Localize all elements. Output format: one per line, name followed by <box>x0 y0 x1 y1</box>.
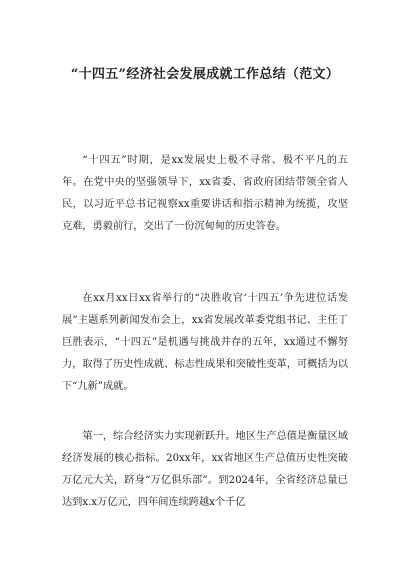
paragraph-intro: “十四五”时期，是xx发展史上极不寻常、极不平凡的五年。在党中央的坚强领导下，xx省委、省政府团结带领全省人民，以习近平总书记视察xx重要讲话和指示精神为统揽，攻坚克难，勇毅前行，交出了一份沉甸甸的历史答卷。 <box>62 155 348 232</box>
document-title: “十四五”经济社会发展成就工作总结（范文） <box>70 67 340 82</box>
paragraph-press-conference: 在xx月xx日xx省举行的“决胜收官‘十四五’争先进位话发展”主题系列新闻发布会上，xx省发展改革委党组书记、主任丁巨胜表示，“十四五”是机遇与挑战并存的五年，xx通过不懈努力，取得了历史性成就、标志性成果和突破性变革，可概括为以下“九新”成就。 <box>62 293 348 392</box>
paragraph-economic-strength: 第一，综合经济实力实现新跃升。地区生产总值是衡量区域经济发展的核心指标。20xx年，xx省地区生产总值历史性突破万亿元大关，跻身“万亿俱乐部”。到2024年，全省经济总量已达到x.x万亿元，四年间连续跨越x个千亿 <box>62 431 348 508</box>
